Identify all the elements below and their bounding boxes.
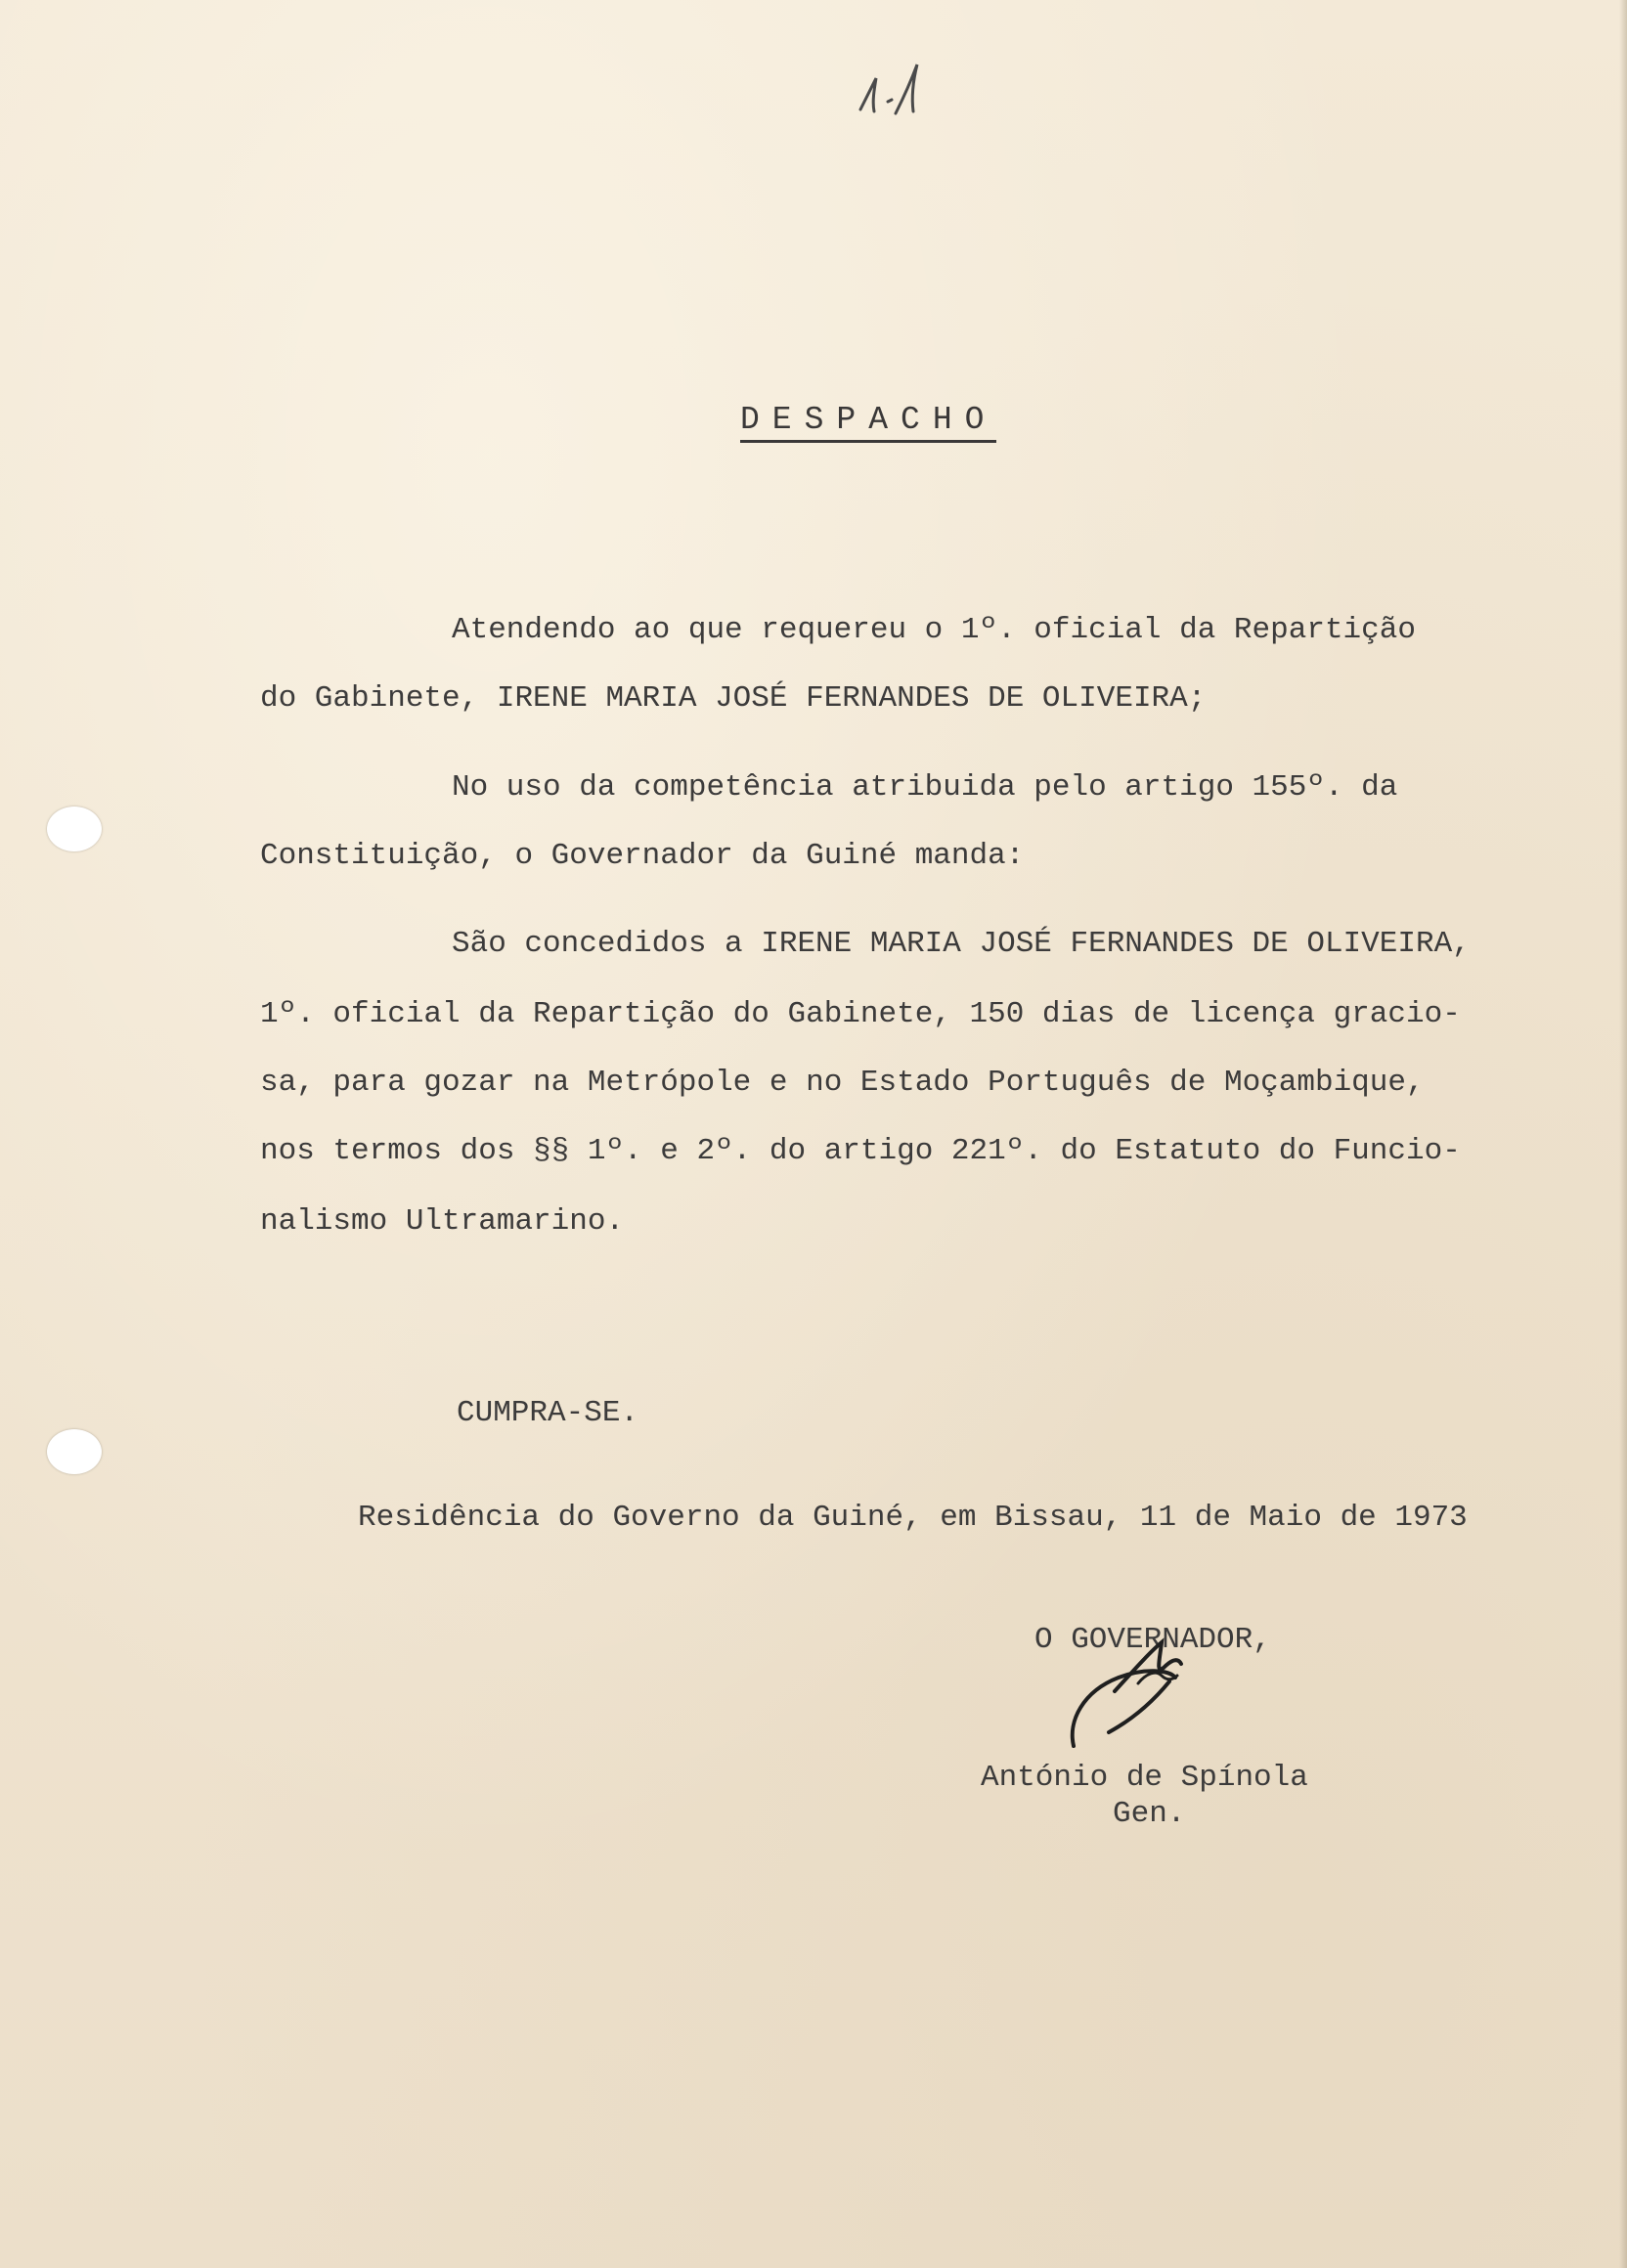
paragraph-1-line-1: Atendendo ao que requereu o 1º. oficial da Repartição [452,613,1416,647]
closing-formula: CUMPRA-SE. [457,1396,639,1430]
handwritten-page-number [853,51,950,129]
handwritten-signature [1054,1631,1230,1767]
document-title: DESPACHO [740,403,996,443]
signatory-name: António de Spínola [981,1761,1308,1795]
paragraph-2-line-1: No uso da competência atribuida pelo artigo 155º. da [452,770,1398,805]
punch-hole [47,807,102,851]
punch-hole [47,1429,102,1474]
paragraph-2-line-2: Constituição, o Governador da Guiné manda: [260,839,1025,873]
paragraph-3-line-1: São concedidos a IRENE MARIA JOSÉ FERNANDES DE OLIVEIRA, [452,927,1471,961]
paragraph-3-line-3: sa, para gozar na Metrópole e no Estado Português de Moçambique, [260,1066,1425,1100]
paragraph-3-line-2: 1º. oficial da Repartição do Gabinete, 150 dias de licença gracio- [260,997,1461,1031]
signatory-title: O GOVERNADOR, [1034,1623,1271,1657]
place-and-date: Residência do Governo da Guiné, em Bissau, 11 de Maio de 1973 [358,1501,1468,1535]
paper-edge-shadow [1619,0,1627,2268]
paragraph-3-line-4: nos termos dos §§ 1º. e 2º. do artigo 221º. do Estatuto do Funcio- [260,1134,1461,1168]
signatory-rank: Gen. [1113,1797,1186,1831]
paragraph-3-line-5: nalismo Ultramarino. [260,1204,625,1239]
paragraph-1-line-2: do Gabinete, IRENE MARIA JOSÉ FERNANDES DE OLIVEIRA; [260,681,1207,716]
